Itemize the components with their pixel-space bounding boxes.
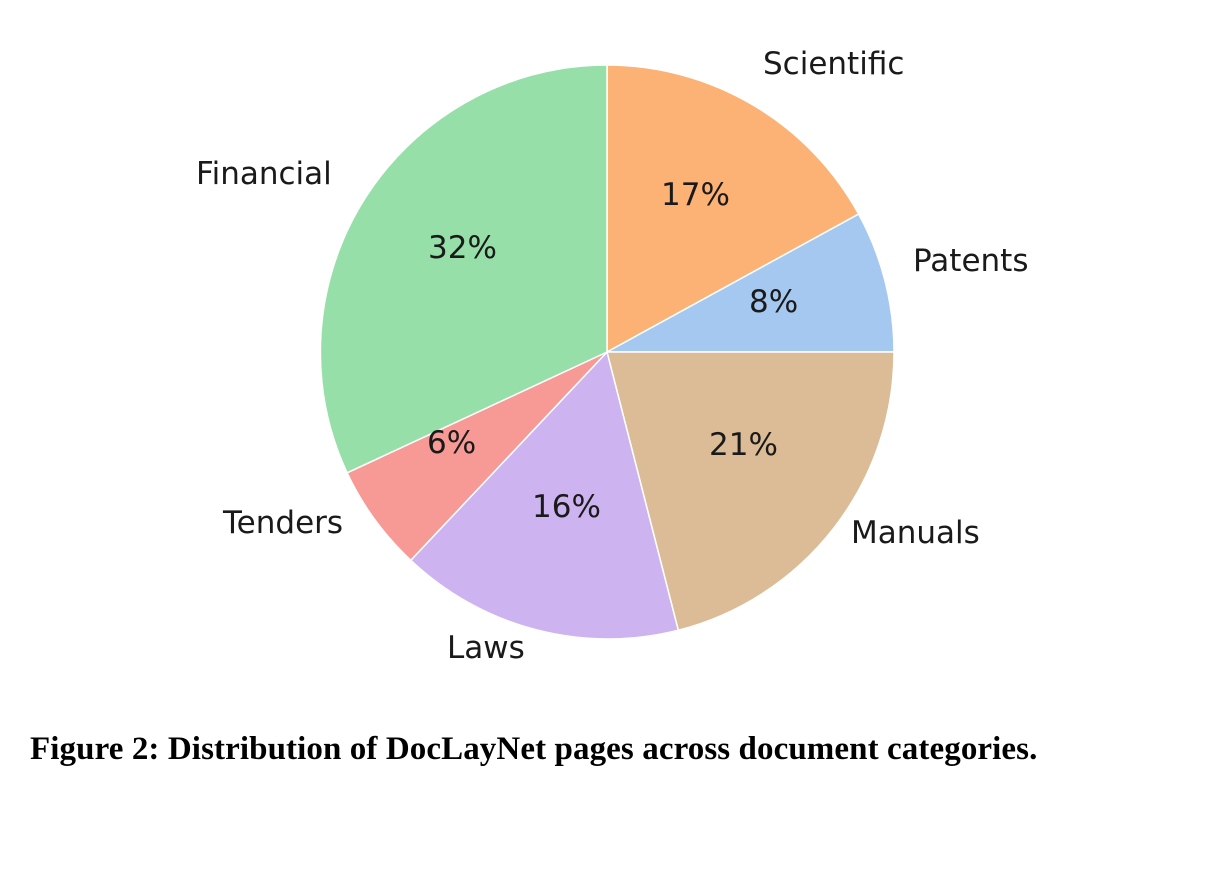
value-label-manuals: 21% [709,427,778,463]
category-label-financial: Financial [196,156,332,192]
value-label-financial: 32% [428,230,497,266]
value-label-laws: 16% [532,489,601,525]
category-label-tenders: Tenders [223,505,344,541]
figure-caption: Figure 2: Distribution of DocLayNet pages across document categories. [30,731,1038,767]
value-label-tenders: 6% [427,425,477,461]
category-label-patents: Patents [913,243,1029,279]
value-label-scientific: 17% [661,177,730,213]
value-label-patents: 8% [749,284,799,320]
category-label-laws: Laws [447,630,525,666]
category-label-manuals: Manuals [851,515,980,551]
category-label-scientific: Scientific [763,46,905,82]
